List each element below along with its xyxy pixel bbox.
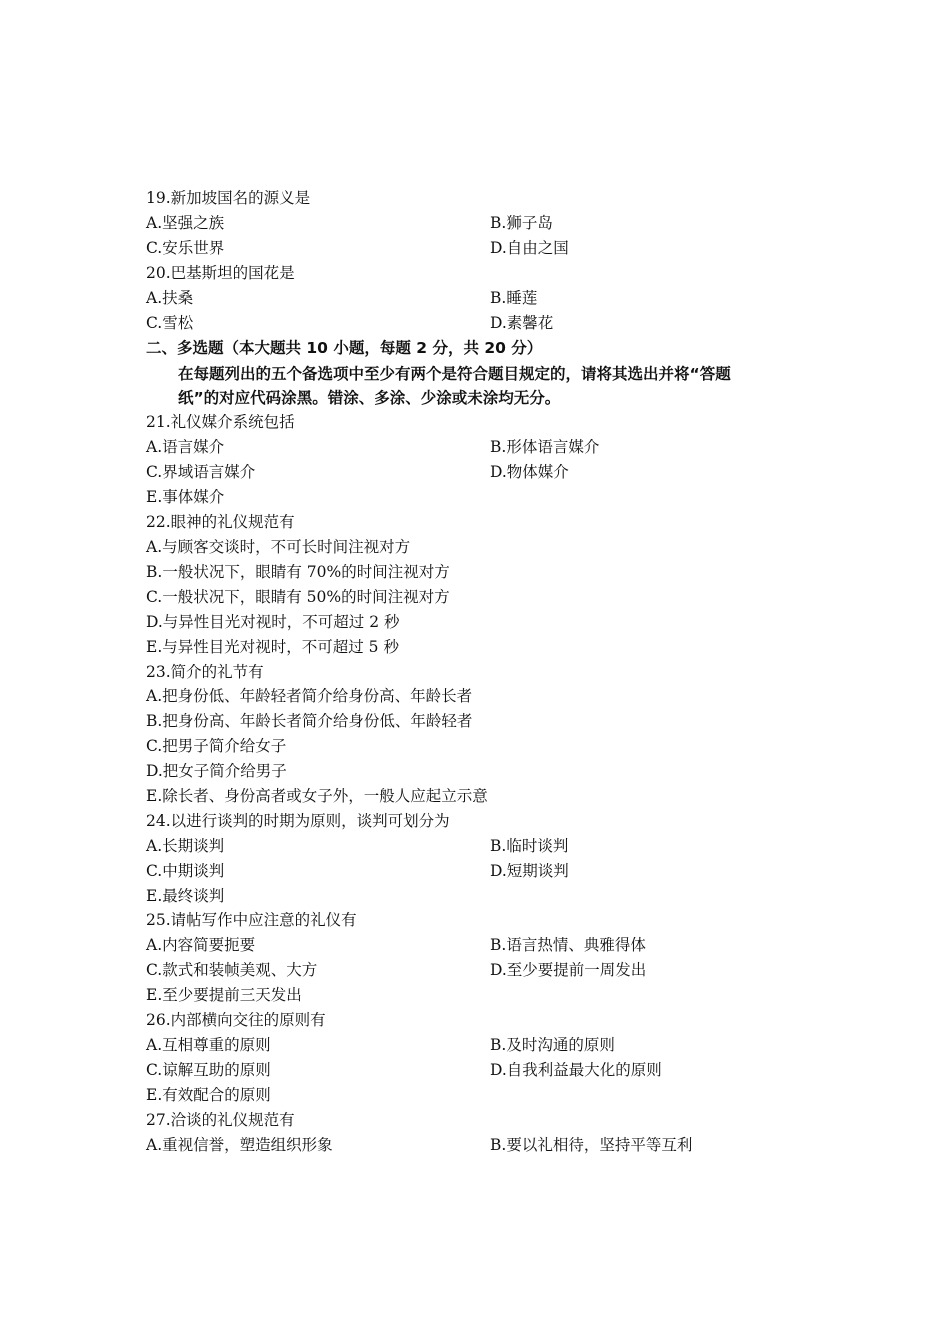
question-21-stem: 21.礼仪媒介系统包括 bbox=[146, 413, 295, 431]
question-22-option-d: D.与异性目光对视时，不可超过 2 秒 bbox=[146, 613, 400, 631]
question-20-stem: 20.巴基斯坦的国花是 bbox=[146, 264, 295, 282]
question-26-option-c: C.谅解互助的原则 bbox=[146, 1061, 271, 1079]
question-26-option-a: A.互相尊重的原则 bbox=[146, 1036, 271, 1054]
question-25-option-b: B.语言热情、典雅得体 bbox=[490, 936, 646, 954]
question-24-option-e: E.最终谈判 bbox=[146, 887, 225, 905]
question-27-stem: 27.洽谈的礼仪规范有 bbox=[146, 1111, 295, 1129]
question-21-option-c: C.界域语言媒介 bbox=[146, 463, 256, 481]
question-25-option-e: E.至少要提前三天发出 bbox=[146, 986, 302, 1004]
question-19-option-d: D.自由之国 bbox=[490, 239, 569, 257]
question-23-option-b: B.把身份高、年龄长者简介给身份低、年龄轻者 bbox=[146, 712, 473, 730]
question-24-option-c: C.中期谈判 bbox=[146, 862, 225, 880]
question-21-option-b: B.形体语言媒介 bbox=[490, 438, 600, 456]
question-27-option-a: A.重视信誉，塑造组织形象 bbox=[146, 1136, 333, 1154]
question-19-option-b: B.狮子岛 bbox=[490, 214, 553, 232]
question-26-option-d: D.自我利益最大化的原则 bbox=[490, 1061, 662, 1079]
question-22-stem: 22.眼神的礼仪规范有 bbox=[146, 513, 295, 531]
question-22-option-a: A.与顾客交谈时，不可长时间注视对方 bbox=[146, 538, 411, 556]
question-25-option-d: D.至少要提前一周发出 bbox=[490, 961, 647, 979]
question-24-option-a: A.长期谈判 bbox=[146, 837, 225, 855]
question-20-option-c: C.雪松 bbox=[146, 314, 194, 332]
question-20-option-b: B.睡莲 bbox=[490, 289, 538, 307]
question-24-stem: 24.以进行谈判的时期为原则，谈判可划分为 bbox=[146, 812, 450, 830]
question-25-stem: 25.请帖写作中应注意的礼仪有 bbox=[146, 911, 357, 929]
question-21-option-e: E.事体媒介 bbox=[146, 488, 225, 506]
question-22-option-b: B.一般状况下，眼睛有 70%的时间注视对方 bbox=[146, 563, 450, 581]
question-21-option-a: A.语言媒介 bbox=[146, 438, 225, 456]
question-22-option-c: C.一般状况下，眼睛有 50%的时间注视对方 bbox=[146, 588, 450, 606]
question-20-option-a: A.扶桑 bbox=[146, 289, 194, 307]
question-20-option-d: D.素馨花 bbox=[490, 314, 554, 332]
question-23-stem: 23.简介的礼节有 bbox=[146, 663, 264, 681]
question-22-option-e: E.与异性目光对视时，不可超过 5 秒 bbox=[146, 638, 399, 656]
section-2-instruction-line-2: 纸”的对应代码涂黑。错涂、多涂、少涂或未涂均无分。 bbox=[178, 389, 561, 407]
question-26-option-b: B.及时沟通的原则 bbox=[490, 1036, 615, 1054]
question-24-option-d: D.短期谈判 bbox=[490, 862, 569, 880]
question-24-option-b: B.临时谈判 bbox=[490, 837, 569, 855]
question-23-option-e: E.除长者、身份高者或女子外，一般人应起立示意 bbox=[146, 787, 488, 805]
question-27-option-b: B.要以礼相待，坚持平等互利 bbox=[490, 1136, 693, 1154]
question-23-option-a: A.把身份低、年龄轻者简介给身份高、年龄长者 bbox=[146, 687, 473, 705]
question-23-option-d: D.把女子简介给男子 bbox=[146, 762, 287, 780]
question-19-option-a: A.坚强之族 bbox=[146, 214, 225, 232]
question-25-option-c: C.款式和装帧美观、大方 bbox=[146, 961, 318, 979]
question-23-option-c: C.把男子简介给女子 bbox=[146, 737, 287, 755]
question-26-option-e: E.有效配合的原则 bbox=[146, 1086, 271, 1104]
question-19-stem: 19.新加坡国名的源义是 bbox=[146, 189, 311, 207]
section-2-instruction-line-1: 在每题列出的五个备选项中至少有两个是符合题目规定的，请将其选出并将“答题 bbox=[178, 365, 731, 383]
question-19-option-c: C.安乐世界 bbox=[146, 239, 225, 257]
question-26-stem: 26.内部横向交往的原则有 bbox=[146, 1011, 326, 1029]
question-21-option-d: D.物体媒介 bbox=[490, 463, 569, 481]
section-2-title: 二、多选题（本大题共 10 小题，每题 2 分，共 20 分） bbox=[146, 339, 543, 357]
question-25-option-a: A.内容简要扼要 bbox=[146, 936, 256, 954]
